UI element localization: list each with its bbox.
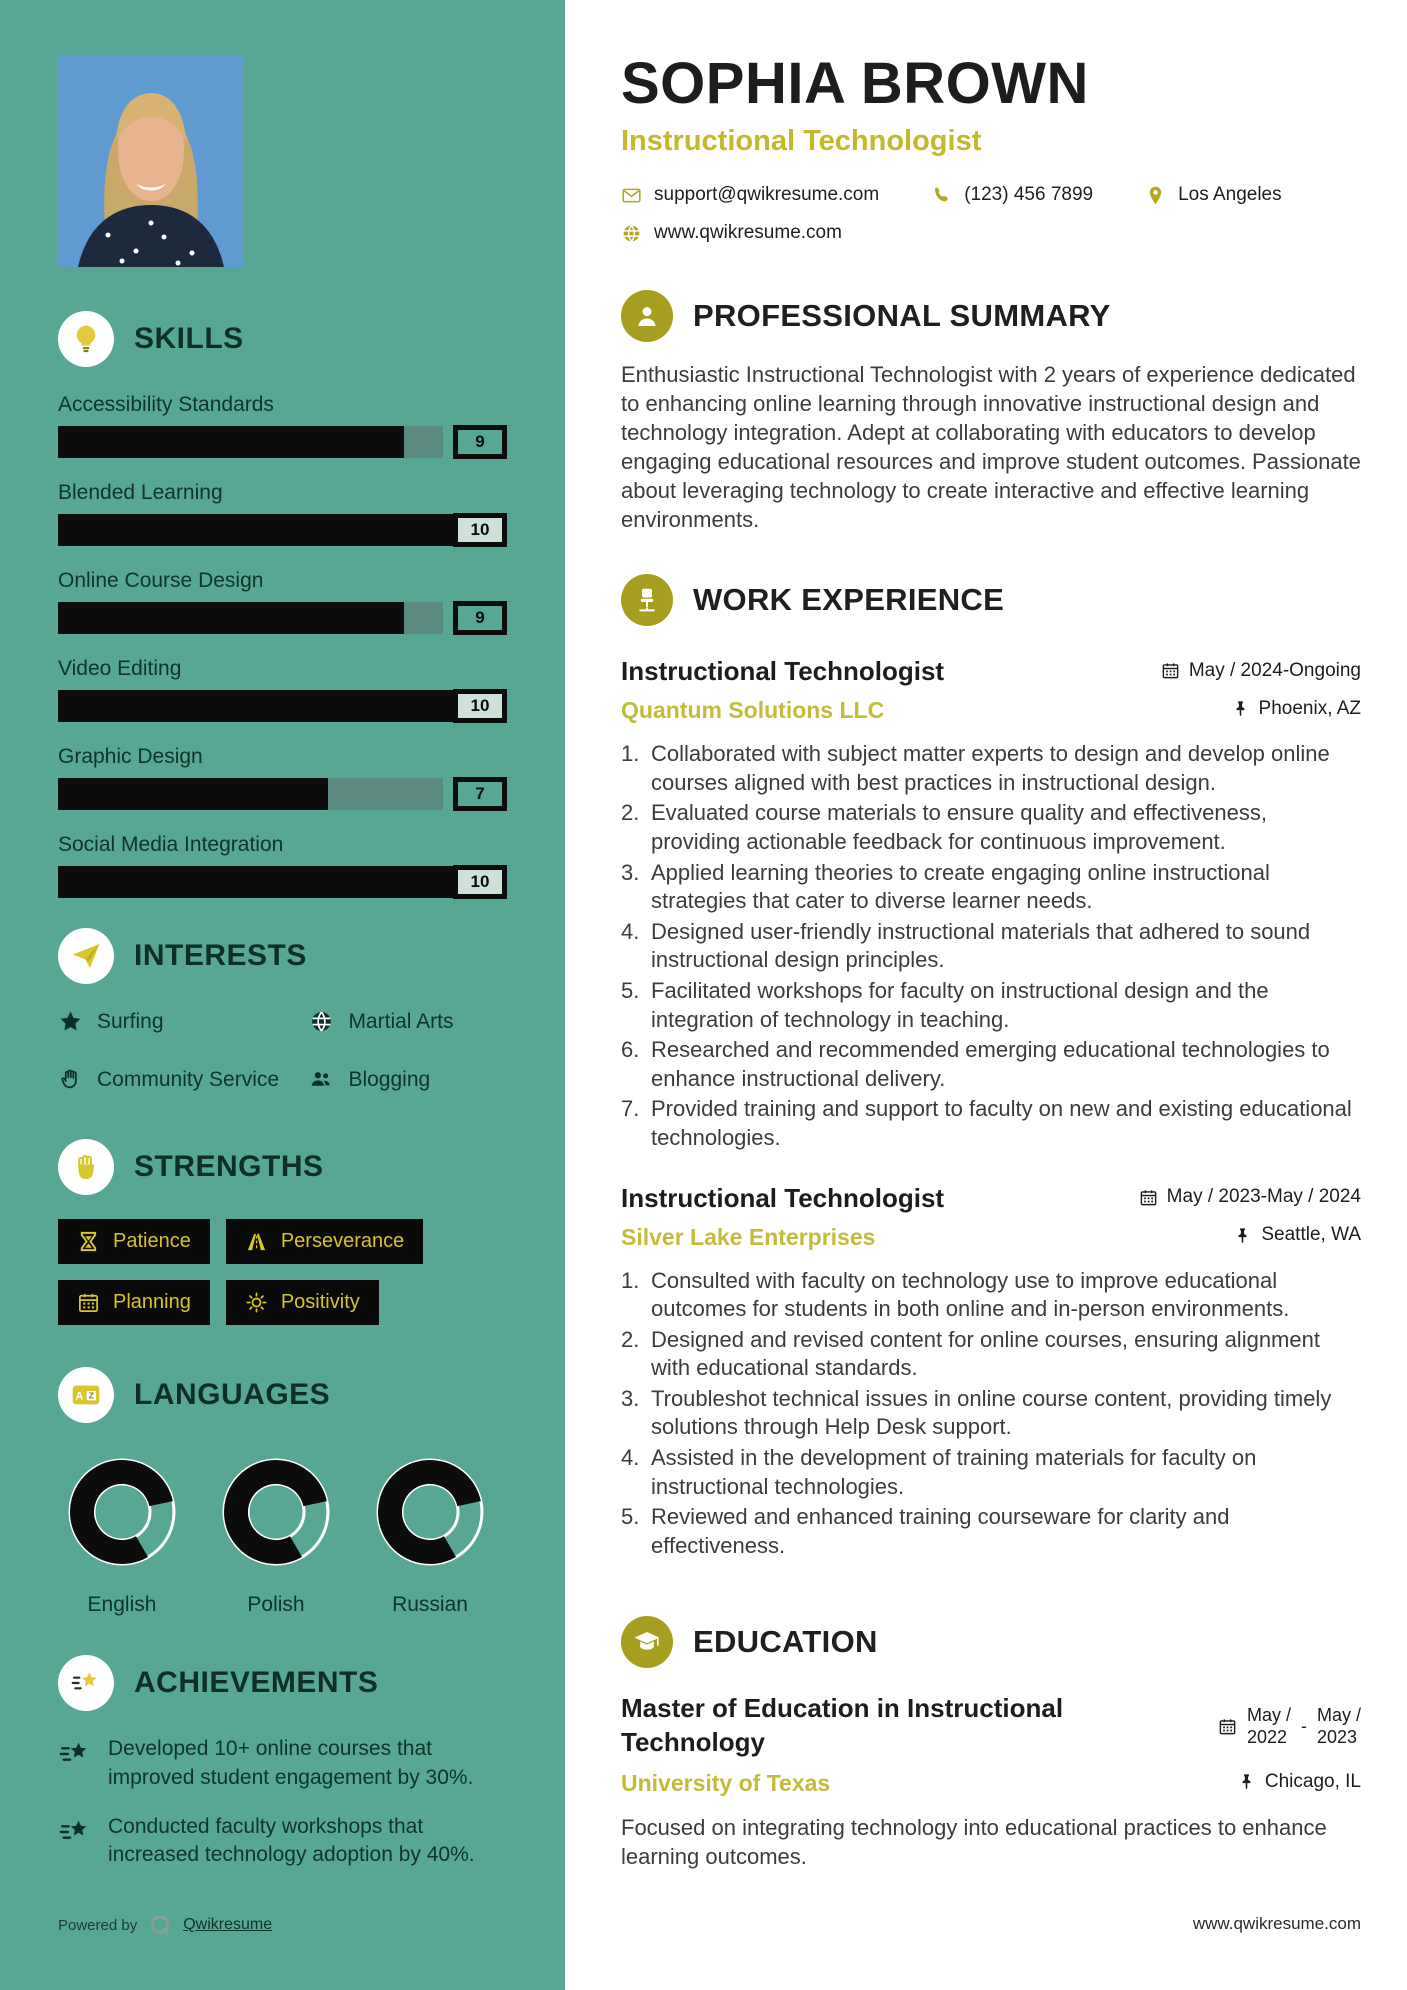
skill-value-badge: 10 (453, 689, 507, 723)
work-heading: WORK EXPERIENCE (693, 582, 1005, 618)
achievement-item (58, 1813, 507, 1870)
candidate-name: SOPHIA BROWN (621, 51, 1089, 116)
language-label: Russian (392, 1593, 468, 1617)
users-icon (309, 1066, 334, 1100)
education-date-end-month: May / (1316, 1704, 1361, 1725)
skill-bar-fill (58, 778, 328, 810)
strength-chip (58, 1280, 210, 1325)
skill-bar-fill (58, 690, 507, 722)
office-chair-icon (621, 574, 673, 626)
job-location: Phoenix, AZ (1231, 698, 1361, 720)
achievements-header (58, 1655, 507, 1711)
skill-item (58, 393, 507, 458)
job-bullet: 2. Evaluated course materials to ensure quality and effectiveness, providing actionable feedback for continuous improvement. (621, 800, 1267, 854)
skill-bar-fill (58, 602, 404, 634)
achievement-text: Developed 10+ online courses that improved student engagement by 30%. (108, 1737, 474, 1789)
fist-icon (58, 1139, 114, 1195)
summary-heading: PROFESSIONAL SUMMARY (693, 298, 1111, 333)
languages-header (58, 1367, 507, 1423)
skills-heading: SKILLS (134, 322, 244, 355)
skill-bar-fill (58, 866, 507, 898)
q-logo-icon (147, 1912, 173, 1938)
interests-heading: INTERESTS (134, 939, 307, 972)
shooting-star-icon (58, 1655, 114, 1711)
skill-label: Graphic Design (58, 745, 203, 768)
skill-bar (58, 690, 507, 722)
interest-item (58, 1066, 309, 1100)
website-item (621, 222, 842, 244)
job-bullet: 4. Assisted in the development of training materials for faculty on instructional technologies. (621, 1445, 1257, 1499)
skill-value-badge: 9 (453, 601, 507, 635)
education-entry (621, 1692, 1361, 1871)
summary-text: Enthusiastic Instructional Technologist with 2 years of experience dedicated to enhancing online learning through innovative instructional design and technology integration. Adept at collaborating with educators to develop engaging educational resources and improve student outcomes. Passionate about leveraging technology to create interactive and effective learning environments. (621, 362, 1361, 533)
envelope-icon (621, 185, 642, 206)
strengths-header (58, 1139, 507, 1195)
phone-icon (931, 185, 952, 206)
skill-label: Social Media Integration (58, 833, 284, 856)
lightbulb-icon (58, 311, 114, 367)
email-item (621, 184, 879, 206)
skill-item (58, 657, 507, 722)
candidate-title: Instructional Technologist (621, 125, 982, 157)
education-location: Chicago, IL (1237, 1771, 1361, 1793)
job-bullet: 5. Reviewed and enhanced training courseware for clarity and effectiveness. (621, 1504, 1230, 1558)
jobs-list (621, 656, 1361, 1560)
calendar-icon (1139, 1188, 1158, 1207)
hourglass-icon (77, 1230, 100, 1253)
strength-chip (58, 1219, 210, 1264)
achievement-text: Conducted faculty workshops that increased technology adoption by 40%. (108, 1814, 475, 1867)
paper-plane-icon (58, 928, 114, 984)
skill-label: Accessibility Standards (58, 393, 274, 416)
shooting-star-icon (58, 1813, 92, 1870)
skill-item (58, 833, 507, 898)
strengths-heading: STRENGTHS (134, 1150, 324, 1184)
interest-label: Blogging (348, 1067, 431, 1091)
work-section (621, 574, 1361, 1560)
language-label: English (87, 1593, 157, 1617)
job-bullet: 4. Designed user-friendly instructional materials that adhered to sound instructional design principles. (621, 918, 1311, 973)
contact-row-1 (621, 184, 1361, 206)
calendar-icon (1218, 1717, 1237, 1736)
job-bullet: 1. Collaborated with subject matter experts to design and develop online courses aligned with best practices in instructional design. (621, 741, 1330, 795)
strengths-list (58, 1219, 507, 1325)
skill-label: Video Editing (58, 657, 182, 680)
location-value: Los Angeles (1178, 184, 1282, 205)
globe-icon (309, 1008, 334, 1042)
summary-header (621, 290, 1361, 342)
sidebar-footer (58, 1912, 272, 1938)
skill-value-badge: 10 (453, 865, 507, 899)
job-entry (621, 1183, 1361, 1561)
shooting-star-icon (58, 1735, 92, 1792)
svg-text:Z: Z (88, 1391, 94, 1402)
profile-photo (58, 55, 244, 267)
interest-label: Community Service (97, 1067, 280, 1091)
phone-item (931, 184, 1093, 206)
strength-chip (226, 1280, 379, 1325)
skills-list (58, 393, 507, 898)
job-bullet: 6. Researched and recommended emerging educational technologies to enhance instructional delivery. (621, 1037, 1330, 1091)
skill-bar (58, 778, 507, 810)
education-section (621, 1616, 1361, 1871)
interest-label: Surfing (97, 1010, 164, 1033)
map-pin-icon (1145, 185, 1166, 206)
pushpin-icon (1231, 699, 1250, 718)
summary-section (621, 290, 1361, 534)
skill-bar (58, 514, 507, 546)
website-value: www.qwikresume.com (654, 222, 842, 243)
achievements-list (58, 1735, 507, 1869)
skill-item (58, 481, 507, 546)
job-bullet: 7. Provided training and support to faculty on new and existing educational technologies. (621, 1096, 1352, 1150)
language-item (212, 1453, 340, 1617)
education-date-start-month: May / (1246, 1704, 1291, 1725)
interest-item (309, 1008, 507, 1042)
school-name: University of Texas (621, 1770, 831, 1797)
languages-heading: LANGUAGES (134, 1378, 331, 1412)
education-heading: EDUCATION (693, 1624, 878, 1660)
skill-bar (58, 866, 507, 898)
graduation-cap-icon (621, 1616, 673, 1668)
main-content (565, 0, 1407, 1990)
skill-bar (58, 426, 507, 458)
calendar-icon (1161, 661, 1180, 680)
language-item (366, 1453, 494, 1617)
location-item (1145, 184, 1282, 206)
achievement-item (58, 1735, 507, 1792)
job-location: Seattle, WA (1233, 1224, 1361, 1246)
interest-label: Martial Arts (348, 1010, 454, 1033)
pushpin-icon (1237, 1772, 1256, 1791)
job-date: May / 2023-May / 2024 (1139, 1186, 1361, 1208)
footer-site-url: www.qwikresume.com (1192, 1914, 1361, 1933)
skill-bar-fill (58, 426, 404, 458)
skill-bar-fill (58, 514, 507, 546)
job-bullet: 3. Troubleshot technical issues in online course content, providing timely solutions through Help Desk support. (621, 1385, 1332, 1440)
skills-header (58, 311, 507, 367)
interest-item (58, 1008, 309, 1042)
svg-text:A: A (75, 1391, 84, 1404)
sidebar (0, 0, 565, 1990)
education-description: Focused on integrating technology into educational practices to enhance learning outcomes. (621, 1815, 1327, 1870)
job-bullets (621, 740, 1361, 1152)
job-title: Instructional Technologist (621, 656, 945, 687)
skill-value-badge: 7 (453, 777, 507, 811)
calendar-icon (77, 1291, 100, 1314)
hand-icon (58, 1066, 83, 1100)
skill-bar (58, 602, 507, 634)
pushpin-icon (1233, 1226, 1252, 1245)
language-label: Polish (247, 1593, 305, 1617)
company-name: Silver Lake Enterprises (621, 1223, 876, 1250)
interest-item (309, 1066, 507, 1100)
skill-label: Online Course Design (58, 569, 264, 592)
skill-value-badge: 9 (453, 425, 507, 459)
strength-label: Patience (113, 1230, 191, 1253)
job-bullet: 5. Facilitated workshops for faculty on instructional design and the integration of technology in teaching. (621, 977, 1269, 1032)
languages-section (58, 1367, 507, 1617)
degree-title: Master of Education in Instructional Technology (621, 1693, 1064, 1758)
job-bullet: 3. Applied learning theories to create engaging online instructional strategies that cater to diverse learner needs. (621, 859, 1270, 914)
job-title: Instructional Technologist (621, 1182, 945, 1213)
company-name: Quantum Solutions LLC (621, 697, 885, 724)
globe-icon (621, 223, 642, 244)
education-date-end-year: 2023 (1316, 1727, 1358, 1748)
interests-header (58, 928, 507, 984)
education-date-start-year: 2022 (1246, 1727, 1288, 1748)
interests-list (58, 1008, 507, 1099)
interests-section (58, 928, 507, 1099)
education-header (621, 1616, 1361, 1668)
phone-value: (123) 456 7899 (964, 184, 1094, 205)
contact-block (621, 184, 1361, 244)
achievements-heading: ACHIEVEMENTS (134, 1666, 379, 1700)
skill-label: Blended Learning (58, 481, 223, 504)
job-bullet: 2. Designed and revised content for online courses, ensuring alignment with educational standards. (621, 1326, 1320, 1381)
language-donut-chart (371, 1453, 489, 1571)
skill-item (58, 569, 507, 634)
road-icon (245, 1230, 268, 1253)
skills-section (58, 311, 507, 898)
language-donut-chart (217, 1453, 335, 1571)
achievements-section (58, 1655, 507, 1869)
contact-row-2 (621, 222, 1361, 244)
portrait-illustration (58, 55, 244, 267)
translate-icon (58, 1367, 114, 1423)
strength-label: Perseverance (280, 1230, 405, 1253)
strength-label: Positivity (280, 1291, 360, 1314)
job-entry (621, 656, 1361, 1152)
powered-by-label: Powered by (58, 1916, 138, 1934)
job-date: May / 2024-Ongoing (1161, 660, 1361, 682)
language-item (58, 1453, 186, 1617)
email-value: support@qwikresume.com (654, 184, 880, 205)
languages-list (58, 1453, 507, 1617)
qwikresume-link[interactable]: Qwikresume (183, 1916, 273, 1933)
job-bullet: 1. Consulted with faculty on technology use to improve educational outcomes for students in both online and in-person environments. (621, 1267, 1290, 1322)
strength-chip (226, 1219, 423, 1264)
skill-item (58, 745, 507, 810)
star-icon (58, 1008, 83, 1042)
person-icon (621, 290, 673, 342)
skill-value-badge: 10 (453, 513, 507, 547)
sun-icon (245, 1291, 268, 1314)
job-bullets (621, 1267, 1361, 1561)
work-header (621, 574, 1361, 626)
education-dates (1218, 1692, 1361, 1760)
strength-label: Planning (113, 1291, 191, 1314)
language-donut-chart (63, 1453, 181, 1571)
strengths-section (58, 1139, 507, 1325)
education-date-separator: - (1300, 1715, 1307, 1736)
